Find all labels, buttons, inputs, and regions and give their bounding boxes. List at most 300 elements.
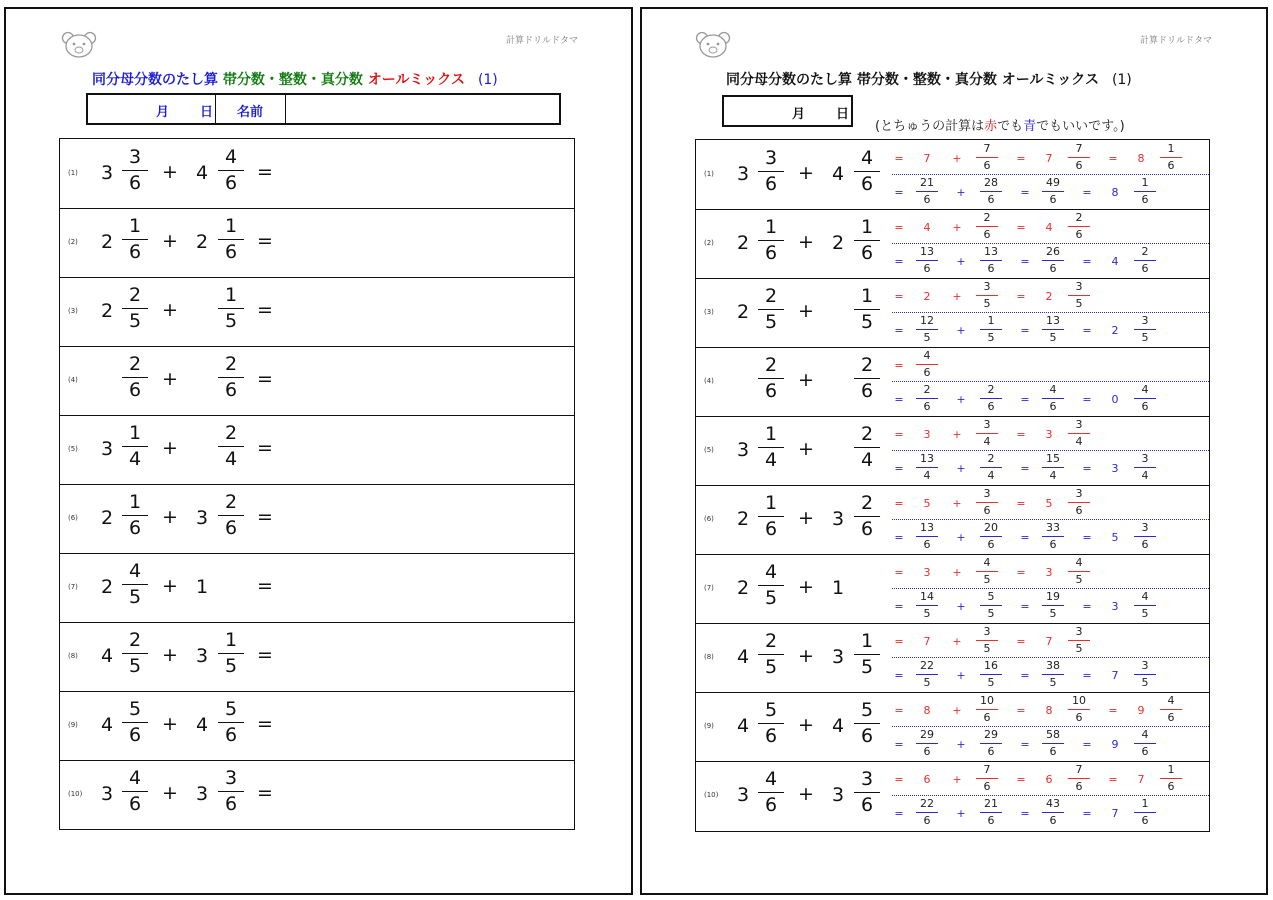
small-fraction (916, 246, 938, 274)
whole-number: 2 (737, 301, 750, 323)
small-fraction (976, 626, 998, 654)
answer-row (696, 485, 1209, 555)
whole-number: 4 (832, 715, 845, 737)
numerator: 1 (1141, 176, 1149, 189)
whole-number: 2 (196, 231, 209, 253)
small-fraction (976, 419, 998, 447)
numerator: 5 (128, 698, 142, 720)
problem-number: (1) (704, 170, 714, 178)
plus-sign: + (952, 428, 962, 441)
numerator: 7 (1075, 763, 1083, 776)
small-fraction (1134, 315, 1156, 343)
whole-number: 1 (832, 577, 845, 599)
denominator: 6 (1075, 780, 1083, 793)
numerator: 1 (860, 216, 874, 238)
small-fraction (1068, 626, 1090, 654)
numerator: 4 (860, 147, 874, 169)
numerator: 13 (920, 452, 934, 465)
denominator: 5 (224, 310, 238, 332)
whole-number: 4 (196, 714, 209, 736)
plus-sign: + (956, 669, 966, 682)
numerator: 2 (224, 422, 238, 444)
denominator: 6 (128, 517, 142, 539)
answer-row (696, 209, 1209, 279)
plus-sign: + (952, 152, 962, 165)
equals-sign: = (894, 669, 904, 682)
dotted-divider (892, 243, 1209, 244)
numerator (854, 563, 880, 585)
problem-number: (10) (704, 791, 719, 799)
equals-sign: = (894, 428, 904, 441)
equals-sign: = (894, 497, 904, 510)
numerator: 3 (1141, 314, 1149, 327)
whole-number: 3 (101, 783, 114, 805)
equals-sign: = (1020, 669, 1030, 682)
small-fraction (1068, 419, 1090, 447)
title-part: 同分母分数のたし算 (726, 72, 852, 88)
plus-sign: + (956, 531, 966, 544)
fraction (218, 493, 244, 541)
small-fraction (1068, 488, 1090, 516)
denominator: 5 (1075, 573, 1083, 586)
numerator: 28 (984, 176, 998, 189)
small-fraction (1042, 315, 1064, 343)
small-fraction (976, 695, 998, 723)
denominator: 6 (128, 241, 142, 263)
numerator: 2 (1075, 211, 1083, 224)
numerator: 5 (860, 699, 874, 721)
small-fraction (1068, 281, 1090, 309)
plus-sign: + (956, 324, 966, 337)
plus-sign: + (952, 704, 962, 717)
numerator: 2 (764, 285, 778, 307)
denominator: 6 (923, 814, 931, 827)
fraction (218, 217, 244, 265)
whole-number: 8 (1111, 186, 1119, 199)
equals-sign: = (257, 368, 273, 390)
denominator: 4 (987, 469, 995, 482)
whole-number: 5 (1045, 497, 1053, 510)
denominator: 4 (1049, 469, 1057, 482)
denominator: 6 (987, 538, 995, 551)
numerator: 2 (860, 354, 874, 376)
small-fraction (1068, 557, 1090, 585)
plus-sign: + (162, 437, 178, 459)
problem-number: (7) (704, 584, 714, 592)
whole-number: 3 (923, 428, 931, 441)
fraction (854, 218, 880, 266)
plus-sign: + (952, 566, 962, 579)
equals-sign: = (1082, 738, 1092, 751)
denominator: 6 (1141, 745, 1149, 758)
small-fraction (980, 660, 1002, 688)
equals-sign: = (894, 704, 904, 717)
numerator: 2 (987, 383, 995, 396)
numerator: 1 (764, 423, 778, 445)
denominator: 5 (764, 587, 778, 609)
small-fraction (1134, 798, 1156, 826)
numerator: 2 (987, 452, 995, 465)
worksheet-answers (640, 7, 1268, 895)
denominator: 6 (1075, 711, 1083, 724)
denominator: 6 (1049, 814, 1057, 827)
denominator: 5 (923, 676, 931, 689)
small-fraction (1134, 591, 1156, 619)
plus-sign: + (798, 438, 814, 460)
problem-number: (8) (704, 653, 714, 661)
numerator: 58 (1046, 728, 1060, 741)
denominator: 6 (1141, 193, 1149, 206)
small-fraction (1068, 212, 1090, 240)
numerator: 1 (764, 216, 778, 238)
small-fraction (980, 453, 1002, 481)
fraction (122, 286, 148, 334)
fraction (854, 149, 880, 197)
fraction (758, 701, 784, 749)
problem-row (60, 760, 574, 829)
small-fraction (1160, 143, 1182, 171)
problem-row (60, 553, 574, 623)
small-fraction (980, 591, 1002, 619)
equals-sign: = (894, 773, 904, 786)
plus-sign: + (162, 506, 178, 528)
equals-sign: = (1016, 428, 1026, 441)
denominator: 6 (860, 518, 874, 540)
denominator: 5 (987, 676, 995, 689)
small-fraction (1042, 729, 1064, 757)
denominator (854, 586, 880, 611)
equals-sign: = (894, 324, 904, 337)
denominator: 6 (1075, 159, 1083, 172)
answer-row (696, 140, 1209, 210)
denominator: 6 (764, 173, 778, 195)
whole-number: 8 (1045, 704, 1053, 717)
numerator: 1 (128, 215, 142, 237)
numerator: 1 (1167, 763, 1175, 776)
dotted-divider (892, 519, 1209, 520)
denominator: 6 (1049, 400, 1057, 413)
equals-sign: = (257, 437, 273, 459)
equals-sign: = (894, 290, 904, 303)
numerator: 3 (1141, 452, 1149, 465)
numerator: 4 (128, 767, 142, 789)
numerator: 1 (860, 285, 874, 307)
dotted-divider (892, 657, 1209, 658)
denominator: 6 (764, 794, 778, 816)
small-fraction (976, 143, 998, 171)
dotted-divider (892, 726, 1209, 727)
problem-number: (5) (68, 445, 78, 453)
whole-number: 2 (737, 232, 750, 254)
equals-sign: = (1082, 255, 1092, 268)
name-field[interactable] (286, 95, 559, 123)
plus-sign: + (798, 645, 814, 667)
small-fraction (980, 177, 1002, 205)
numerator: 12 (920, 314, 934, 327)
whole-number: 4 (1045, 221, 1053, 234)
denominator: 6 (1141, 538, 1149, 551)
denominator: 5 (987, 607, 995, 620)
denominator: 6 (128, 724, 142, 746)
date-name-box (86, 93, 561, 125)
equals-sign: = (1082, 186, 1092, 199)
answer-row (696, 692, 1209, 762)
equals-sign: = (1082, 807, 1092, 820)
whole-number: 5 (923, 497, 931, 510)
plus-sign: + (798, 576, 814, 598)
small-fraction (980, 315, 1002, 343)
month-label: 月 (792, 107, 806, 122)
problem-number: (10) (68, 790, 83, 798)
plus-sign: + (162, 644, 178, 666)
fraction (122, 493, 148, 541)
whole-number: 3 (1111, 600, 1119, 613)
numerator: 3 (224, 767, 238, 789)
equals-sign: = (1020, 186, 1030, 199)
denominator (218, 585, 244, 610)
numerator: 3 (983, 418, 991, 431)
small-fraction (1134, 384, 1156, 412)
numerator: 3 (1141, 659, 1149, 672)
numerator: 13 (984, 245, 998, 258)
whole-number: 2 (832, 232, 845, 254)
whole-number: 7 (1045, 152, 1053, 165)
dotted-divider (892, 588, 1209, 589)
problem-number: (2) (704, 239, 714, 247)
equals-sign: = (1016, 152, 1026, 165)
fraction (218, 769, 244, 817)
date-box (722, 95, 853, 127)
denominator: 6 (983, 780, 991, 793)
small-fraction (1160, 695, 1182, 723)
numerator: 2 (224, 353, 238, 375)
denominator: 6 (128, 379, 142, 401)
small-fraction (916, 350, 938, 378)
small-fraction (980, 384, 1002, 412)
numerator: 21 (984, 797, 998, 810)
numerator: 1 (1141, 797, 1149, 810)
whole-number: 3 (737, 163, 750, 185)
denominator: 5 (983, 297, 991, 310)
numerator: 1 (224, 629, 238, 651)
problem-number: (2) (68, 238, 78, 246)
small-fraction (980, 522, 1002, 550)
numerator: 2 (128, 629, 142, 651)
plus-sign: + (798, 369, 814, 391)
plus-sign: + (162, 575, 178, 597)
numerator: 2 (860, 492, 874, 514)
denominator: 4 (1141, 469, 1149, 482)
equals-sign: = (1082, 600, 1092, 613)
whole-number: 3 (101, 438, 114, 460)
numerator: 10 (980, 694, 994, 707)
equals-sign: = (1082, 462, 1092, 475)
small-fraction (1042, 384, 1064, 412)
numerator: 4 (224, 146, 238, 168)
denominator: 4 (923, 469, 931, 482)
small-fraction (1134, 177, 1156, 205)
plus-sign: + (956, 186, 966, 199)
numerator: 4 (764, 561, 778, 583)
numerator: 1 (128, 491, 142, 513)
equals-sign: = (257, 506, 273, 528)
numerator: 1 (128, 422, 142, 444)
problem-list (59, 138, 575, 830)
numerator: 3 (1075, 625, 1083, 638)
name-label: 名前 (237, 105, 264, 120)
denominator: 5 (128, 310, 142, 332)
fraction (218, 424, 244, 472)
title-part: 同分母分数のたし算 (92, 72, 218, 88)
whole-number: 8 (923, 704, 931, 717)
denominator: 5 (1141, 676, 1149, 689)
equals-sign: = (1016, 635, 1026, 648)
numerator: 1 (224, 284, 238, 306)
bear-logo-icon (695, 31, 731, 59)
problem-number: (3) (704, 308, 714, 316)
denominator: 5 (923, 607, 931, 620)
fraction (122, 769, 148, 817)
numerator: 3 (983, 280, 991, 293)
numerator: 2 (224, 491, 238, 513)
denominator: 6 (860, 242, 874, 264)
denominator: 6 (1049, 538, 1057, 551)
numerator: 13 (1046, 314, 1060, 327)
small-fraction (916, 453, 938, 481)
equals-sign: = (894, 255, 904, 268)
fraction (758, 425, 784, 473)
small-fraction (1134, 522, 1156, 550)
denominator: 6 (983, 504, 991, 517)
denominator: 6 (983, 711, 991, 724)
plus-sign: + (956, 600, 966, 613)
plus-sign: + (798, 231, 814, 253)
fraction (758, 218, 784, 266)
whole-number: 4 (101, 645, 114, 667)
denominator: 5 (1141, 607, 1149, 620)
whole-number: 4 (196, 162, 209, 184)
small-fraction (1042, 453, 1064, 481)
denominator: 6 (1075, 504, 1083, 517)
equals-sign: = (1016, 497, 1026, 510)
plus-sign: + (162, 713, 178, 735)
numerator: 29 (920, 728, 934, 741)
dotted-divider (892, 795, 1209, 796)
numerator: 22 (920, 659, 934, 672)
denominator: 6 (1167, 159, 1175, 172)
month-label: 月 (156, 105, 170, 120)
numerator: 3 (1075, 418, 1083, 431)
equals-sign: = (1020, 600, 1030, 613)
small-fraction (980, 729, 1002, 757)
small-fraction (976, 212, 998, 240)
denominator: 5 (1141, 331, 1149, 344)
brand-label: 計算ドリルドタマ (1140, 36, 1213, 46)
answer-row (696, 761, 1209, 830)
answer-row (696, 554, 1209, 624)
numerator: 4 (1049, 383, 1057, 396)
equals-sign: = (257, 230, 273, 252)
numerator: 16 (984, 659, 998, 672)
denominator: 5 (764, 311, 778, 333)
numerator: 3 (983, 625, 991, 638)
denominator: 6 (860, 380, 874, 402)
numerator: 1 (1167, 142, 1175, 155)
denominator: 6 (923, 366, 931, 379)
equals-sign: = (1020, 738, 1030, 751)
numerator: 10 (1072, 694, 1086, 707)
whole-number: 9 (1137, 704, 1145, 717)
whole-number: 3 (196, 645, 209, 667)
denominator: 5 (983, 642, 991, 655)
denominator: 6 (860, 794, 874, 816)
numerator: 2 (983, 211, 991, 224)
denominator: 5 (1075, 297, 1083, 310)
denominator: 5 (1075, 642, 1083, 655)
answer-list (695, 139, 1210, 832)
numerator: 1 (764, 492, 778, 514)
equals-sign: = (1020, 393, 1030, 406)
problem-number: (4) (68, 376, 78, 384)
dotted-divider (892, 312, 1209, 313)
problem-number: (6) (68, 514, 78, 522)
denominator: 6 (1141, 400, 1149, 413)
whole-number: 2 (923, 290, 931, 303)
equals-sign: = (1020, 807, 1030, 820)
whole-number: 3 (832, 784, 845, 806)
title-part: 帯分数・整数・真分数 (222, 72, 363, 88)
plus-sign: + (798, 783, 814, 805)
day-label: 日 (836, 107, 850, 122)
small-fraction (1134, 660, 1156, 688)
fraction (218, 631, 244, 679)
small-fraction (916, 660, 938, 688)
numerator: 1 (224, 215, 238, 237)
numerator: 38 (1046, 659, 1060, 672)
small-fraction (1042, 591, 1064, 619)
numerator: 4 (1141, 590, 1149, 603)
equals-sign: = (1082, 531, 1092, 544)
denominator: 6 (1141, 262, 1149, 275)
equals-sign: = (894, 635, 904, 648)
numerator: 20 (984, 521, 998, 534)
small-fraction (980, 246, 1002, 274)
numerator: 2 (764, 630, 778, 652)
dotted-divider (892, 174, 1209, 175)
denominator: 6 (1049, 745, 1057, 758)
equals-sign: = (1020, 531, 1030, 544)
answer-row (696, 416, 1209, 486)
day-label: 日 (200, 105, 214, 120)
denominator: 5 (923, 331, 931, 344)
whole-number: 6 (923, 773, 931, 786)
whole-number: 3 (737, 784, 750, 806)
title-part: オールミックス (367, 72, 466, 88)
numerator: 5 (764, 699, 778, 721)
fraction (758, 356, 784, 404)
whole-number: 3 (1111, 462, 1119, 475)
numerator: 7 (983, 763, 991, 776)
whole-number: 2 (101, 507, 114, 529)
whole-number: 4 (923, 221, 931, 234)
fraction (854, 701, 880, 749)
whole-number: 3 (196, 507, 209, 529)
denominator: 4 (860, 449, 874, 471)
whole-number: 2 (101, 300, 114, 322)
numerator: 2 (860, 423, 874, 445)
whole-number: 4 (832, 163, 845, 185)
page-title (726, 69, 1132, 89)
